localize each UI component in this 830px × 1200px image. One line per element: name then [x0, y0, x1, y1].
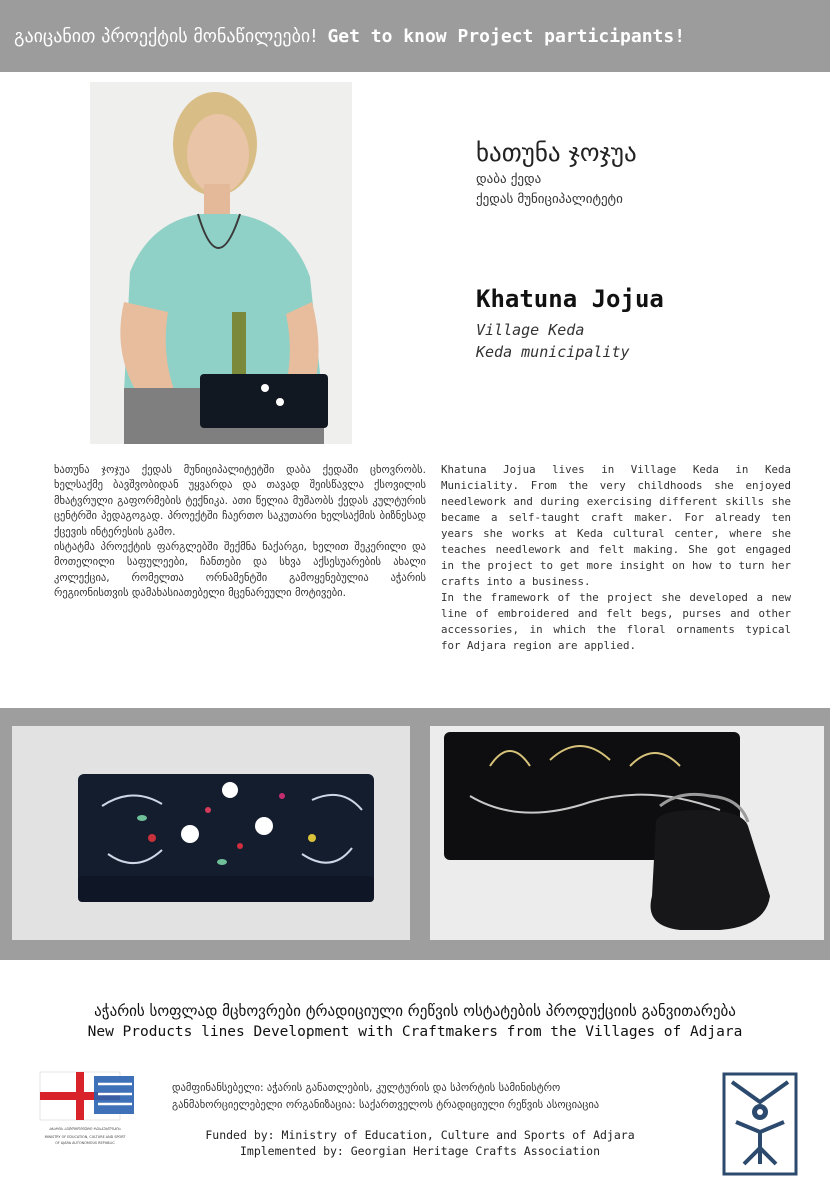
participant-village-ka: დაბა ქედა	[476, 172, 542, 187]
funded-by-ka: დამფინანსებელი: აჭარის განათლების, კულტურის და სპორტის სამინისტრო	[172, 1082, 561, 1094]
project-title-en: New Products lines Development with Craftmakers from the Villages of Adjara	[87, 1024, 743, 1040]
ministry-logo-caption-1: ᲐᲭᲐᲠᲘᲡ ᲐᲕᲢᲝᲜᲝᲛᲘᲣᲠᲘ ᲠᲔᲡᲞᲣᲑᲚᲘᲙᲘᲡ	[49, 1127, 121, 1131]
bio-en-paragraph-2: In the framework of the project she developed a new line of embroidered and felt begs, purses and other accessories, in which the floral ornaments typical for Adjara region are applied.	[441, 591, 791, 652]
participant-portrait-photo	[90, 82, 352, 444]
ministry-logo-caption-3: OF AJARA AUTONOMOUS REPUBLIC	[55, 1141, 115, 1145]
header-title-ka: გაიცანით პროექტის მონაწილეები!	[14, 25, 318, 47]
bio-en-paragraph-1: Khatuna Jojua lives in Village Keda in Keda Municiality. From the very childhoods she enjoyed needlework and during exercising different skills she became a self-taught craft maker. For already ten years she works at Keda cultural center, where she teaches needlework and felt making. She got engaged in the project to get more insight on how to turn her crafts into a business.	[441, 463, 791, 588]
implemented-by-en: Implemented by: Georgian Heritage Crafts Association	[239, 1144, 601, 1158]
bio-english	[441, 462, 791, 654]
header-banner	[0, 0, 830, 72]
participant-municipality-en: Keda municipality	[476, 343, 630, 361]
crafts-association-logo	[722, 1072, 798, 1176]
embroidered-clutch-photo	[12, 726, 410, 940]
credits-english	[170, 1127, 670, 1159]
implemented-by-ka: განმახორციელებელი ორგანიზაცია: საქართველოს ტრადიციული რეწვის ასოციაცია	[172, 1099, 600, 1111]
participant-village-en: Village Keda	[476, 321, 585, 339]
bio-ka-paragraph-1: ხათუნა ჯოჯუა ქედას მუნიციპალიტეტში დაბა ქედაში ცხოვრობს. ხელსაქმე ბავშვობიდან უყვარდა და თავად შეისწავლა ქსოვილის მხატვრული გაფორმების ტექნიკა. ათი წელია მუშაობს ქედას კულტურის ცენტრში პედაგოგად. პროექტში ჩაერთო საკუთარი ხელსაქმის ბიზნესად ქცევის ინტერესის გამო.	[54, 464, 426, 538]
beaded-bag-and-purse-photo	[430, 726, 824, 940]
credits-georgian	[172, 1080, 712, 1114]
ministry-flag-logo	[36, 1066, 134, 1152]
participant-name-en: Khatuna Jojua	[476, 285, 664, 313]
bio-ka-paragraph-2: ისტატმა პროექტის ფარგლებში შექმნა ნაქარგი, ხელით შეკერილი და მოთელილი საფულეები, ჩანთები და სხვა აქსესუარების ახალი კოლექცია, რომელთა ორნამენტში გამოყენებულია აჭარის რეგიონისთვის დამახასიათებელი მცენარეული მოტივები.	[54, 541, 426, 600]
funded-by-en: Funded by: Ministry of Education, Culture and Sports of Adjara	[205, 1128, 635, 1142]
bio-georgian	[54, 463, 426, 602]
participant-name-ka: ხათუნა ჯოჯუა	[476, 138, 637, 167]
project-title-ka: აჭარის სოფლად მცხოვრები ტრადიციული რეწვის ოსტატების პროდუქციის განვითარება	[94, 1002, 736, 1020]
header-title-en: Get to know Project participants!	[327, 25, 686, 47]
ministry-logo-caption-2: MINISTRY OF EDUCATION, CULTURE AND SPORT	[44, 1135, 126, 1139]
participant-municipality-ka: ქედას მუნიციპალიტეტი	[476, 192, 623, 207]
